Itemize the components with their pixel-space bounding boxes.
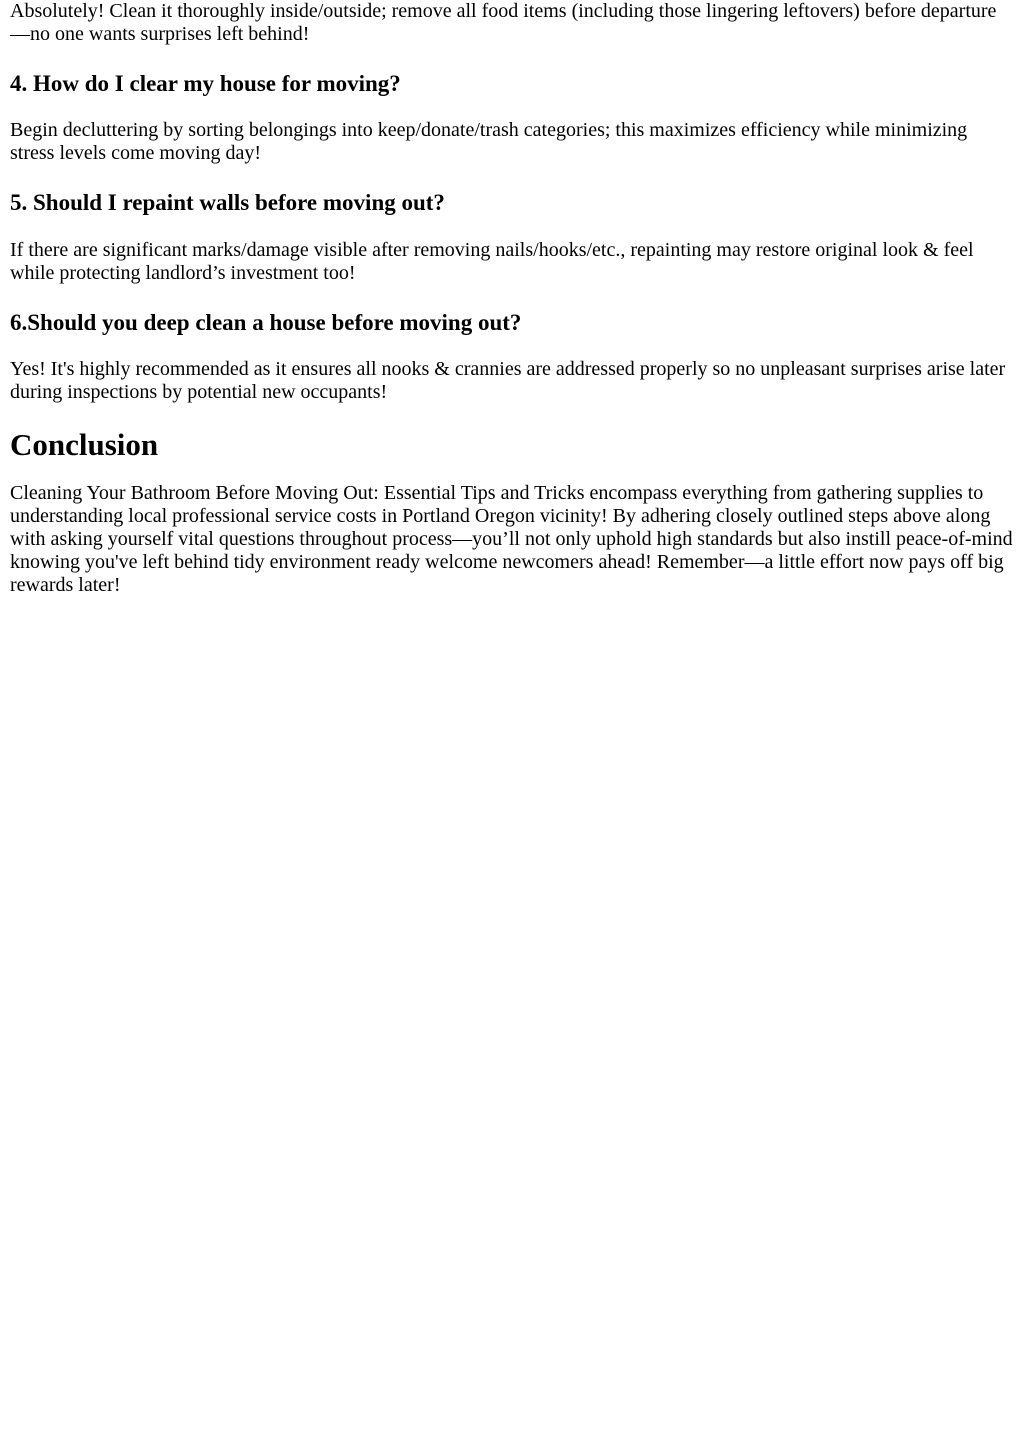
faq-answer-6: Yes! It's highly recommended as it ensures all nooks & crannies are addressed properly so no unpleasant surprises arise later during inspections by potential new occupants!: [10, 358, 1006, 403]
faq-question-4: 4. How do I clear my house for moving?: [10, 71, 401, 96]
conclusion-heading: Conclusion: [10, 427, 159, 462]
faq-answer-4: Begin decluttering by sorting belongings into keep/donate/trash categories; this maximizes efficiency while minimizing stress levels come moving day!: [10, 119, 968, 164]
faq-question-6: 6.Should you deep clean a house before moving out?: [10, 310, 522, 335]
faq-question-5: 5. Should I repaint walls before moving out?: [10, 190, 445, 215]
conclusion-text: Cleaning Your Bathroom Before Moving Out: Essential Tips and Tricks encompass everything from gathering supplies to understanding local professional service costs in Portland Oregon vicinity! By adhering closely outlined steps above along with asking yourself vital questions throughout process—you’ll not only uphold high standards but also instill peace-of-mind knowing you've left behind tidy environment ready welcome newcomers ahead! Remember—a little effort now pays off big rewards later!: [10, 482, 1013, 596]
faq-answer-5: If there are significant marks/damage visible after removing nails/hooks/etc., repainting may restore original look & feel while protecting landlord’s investment too!: [10, 239, 974, 284]
faq-answer-3: Absolutely! Clean it thoroughly inside/outside; remove all food items (including those lingering leftovers) before departure—no one wants surprises left behind!: [10, 0, 997, 45]
article-body: [0, 0, 1024, 597]
